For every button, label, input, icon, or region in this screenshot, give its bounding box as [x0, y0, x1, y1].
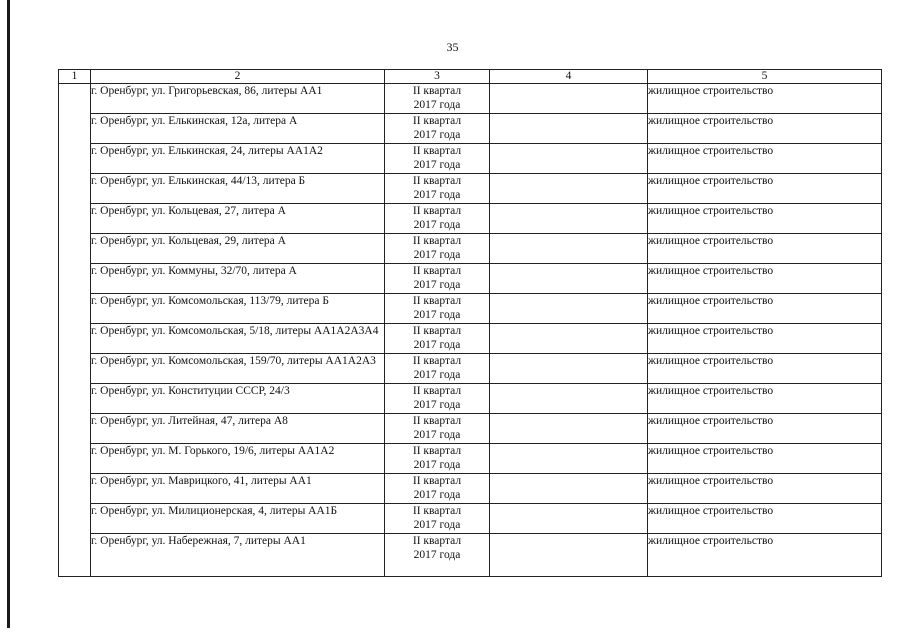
period-quarter: II квартал	[412, 355, 462, 367]
address-cell: г. Оренбург, ул. Григорьевская, 86, литеры АА1	[91, 84, 385, 114]
table-row	[59, 264, 882, 294]
purpose-cell: жилищное строительство	[648, 534, 882, 577]
table-row	[59, 84, 882, 114]
period-cell	[385, 444, 490, 474]
purpose-cell: жилищное строительство	[648, 84, 882, 114]
period-year: 2017 года	[413, 339, 461, 351]
col4-cell	[490, 384, 648, 414]
address-cell: г. Оренбург, ул. Маврицкого, 41, литеры АА1	[91, 474, 385, 504]
period-cell	[385, 534, 490, 577]
period-year: 2017 года	[413, 429, 461, 441]
period-quarter: II квартал	[412, 235, 462, 247]
header-col-5: 5	[648, 70, 882, 84]
address-cell: г. Оренбург, ул. Комсомольская, 159/70, литеры АА1А2А3	[91, 354, 385, 384]
col4-cell	[490, 234, 648, 264]
purpose-cell: жилищное строительство	[648, 324, 882, 354]
address-cell: г. Оренбург, ул. Елькинская, 44/13, литера Б	[91, 174, 385, 204]
purpose-cell: жилищное строительство	[648, 204, 882, 234]
table-row	[59, 114, 882, 144]
table-row	[59, 294, 882, 324]
header-col-3: 3	[385, 70, 490, 84]
purpose-cell: жилищное строительство	[648, 414, 882, 444]
col4-cell	[490, 114, 648, 144]
table-row	[59, 234, 882, 264]
purpose-cell: жилищное строительство	[648, 444, 882, 474]
header-row	[59, 70, 882, 84]
col4-cell	[490, 534, 648, 577]
table-row	[59, 444, 882, 474]
row-number-cell	[59, 84, 91, 577]
period-year: 2017 года	[413, 219, 461, 231]
period-year: 2017 года	[413, 99, 461, 111]
period-quarter: II квартал	[412, 535, 462, 547]
address-cell: г. Оренбург, ул. Елькинская, 12а, литера А	[91, 114, 385, 144]
col4-cell	[490, 414, 648, 444]
period-cell	[385, 414, 490, 444]
purpose-cell: жилищное строительство	[648, 144, 882, 174]
col4-cell	[490, 504, 648, 534]
period-year: 2017 года	[413, 399, 461, 411]
table-row	[59, 504, 882, 534]
period-quarter: II квартал	[412, 85, 462, 97]
period-quarter: II квартал	[412, 175, 462, 187]
purpose-cell: жилищное строительство	[648, 174, 882, 204]
purpose-cell: жилищное строительство	[648, 234, 882, 264]
address-cell: г. Оренбург, ул. Кольцевая, 29, литера А	[91, 234, 385, 264]
period-cell	[385, 234, 490, 264]
period-cell	[385, 384, 490, 414]
period-cell	[385, 204, 490, 234]
period-year: 2017 года	[413, 549, 461, 561]
address-cell: г. Оренбург, ул. Набережная, 7, литеры АА1	[91, 534, 385, 577]
address-cell: г. Оренбург, ул. Коммуны, 32/70, литера А	[91, 264, 385, 294]
purpose-cell: жилищное строительство	[648, 114, 882, 144]
table-row	[59, 384, 882, 414]
period-year: 2017 года	[413, 369, 461, 381]
table-row	[59, 204, 882, 234]
table-row	[59, 324, 882, 354]
header-col-1: 1	[59, 70, 91, 84]
purpose-cell: жилищное строительство	[648, 294, 882, 324]
period-cell	[385, 174, 490, 204]
period-quarter: II квартал	[412, 145, 462, 157]
period-quarter: II квартал	[412, 115, 462, 127]
address-cell: г. Оренбург, ул. Милиционерская, 4, литеры АА1Б	[91, 504, 385, 534]
period-cell	[385, 474, 490, 504]
col4-cell	[490, 144, 648, 174]
header-col-4: 4	[490, 70, 648, 84]
header-col-2: 2	[91, 70, 385, 84]
period-quarter: II квартал	[412, 295, 462, 307]
table-row	[59, 174, 882, 204]
period-cell	[385, 84, 490, 114]
address-cell: г. Оренбург, ул. Литейная, 47, литера А8	[91, 414, 385, 444]
period-quarter: II квартал	[412, 265, 462, 277]
table-row	[59, 534, 882, 577]
col4-cell	[490, 294, 648, 324]
period-cell	[385, 294, 490, 324]
purpose-cell: жилищное строительство	[648, 264, 882, 294]
period-year: 2017 года	[413, 129, 461, 141]
table-row	[59, 144, 882, 174]
purpose-cell: жилищное строительство	[648, 504, 882, 534]
address-cell: г. Оренбург, ул. Комсомольская, 5/18, литеры АА1А2А3А4	[91, 324, 385, 354]
col4-cell	[490, 444, 648, 474]
table-body	[59, 84, 882, 577]
purpose-cell: жилищное строительство	[648, 474, 882, 504]
table-header	[59, 70, 882, 84]
address-cell: г. Оренбург, ул. М. Горького, 19/6, литеры АА1А2	[91, 444, 385, 474]
col4-cell	[490, 324, 648, 354]
period-cell	[385, 354, 490, 384]
period-cell	[385, 114, 490, 144]
period-quarter: II квартал	[412, 415, 462, 427]
period-cell	[385, 504, 490, 534]
period-year: 2017 года	[413, 519, 461, 531]
period-year: 2017 года	[413, 459, 461, 471]
period-quarter: II квартал	[412, 445, 462, 457]
period-year: 2017 года	[413, 279, 461, 291]
period-quarter: II квартал	[412, 205, 462, 217]
period-quarter: II квартал	[412, 475, 462, 487]
period-year: 2017 года	[413, 249, 461, 261]
document-table	[58, 69, 882, 577]
period-quarter: II квартал	[412, 325, 462, 337]
col4-cell	[490, 354, 648, 384]
purpose-cell: жилищное строительство	[648, 354, 882, 384]
period-cell	[385, 324, 490, 354]
col4-cell	[490, 264, 648, 294]
table-row	[59, 474, 882, 504]
scan-edge-line	[7, 0, 10, 628]
address-cell: г. Оренбург, ул. Кольцевая, 27, литера А	[91, 204, 385, 234]
col4-cell	[490, 84, 648, 114]
col4-cell	[490, 204, 648, 234]
period-year: 2017 года	[413, 309, 461, 321]
col4-cell	[490, 474, 648, 504]
period-year: 2017 года	[413, 489, 461, 501]
period-cell	[385, 264, 490, 294]
period-year: 2017 года	[413, 159, 461, 171]
page-number: 35	[446, 40, 459, 54]
period-cell	[385, 144, 490, 174]
period-quarter: II квартал	[412, 385, 462, 397]
col4-cell	[490, 174, 648, 204]
purpose-cell: жилищное строительство	[648, 384, 882, 414]
table-row	[59, 414, 882, 444]
table-row	[59, 354, 882, 384]
address-cell: г. Оренбург, ул. Конституции СССР, 24/3	[91, 384, 385, 414]
period-quarter: II квартал	[412, 505, 462, 517]
address-cell: г. Оренбург, ул. Комсомольская, 113/79, литера Б	[91, 294, 385, 324]
address-cell: г. Оренбург, ул. Елькинская, 24, литеры АА1А2	[91, 144, 385, 174]
period-year: 2017 года	[413, 189, 461, 201]
